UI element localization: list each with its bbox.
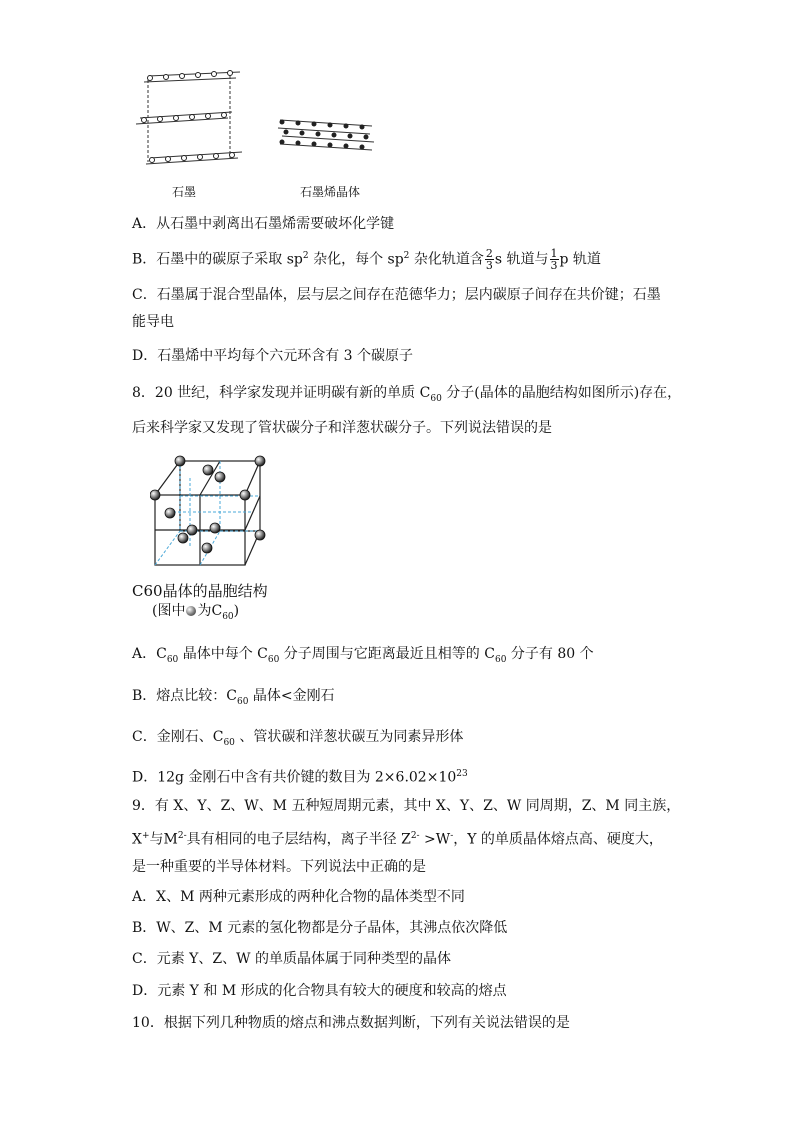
graphite-figure [130,66,390,196]
q8-option-c: C．金刚石、$C_{60}$ 、管状碳和洋葱状碳互为同素异形体 [132,729,464,748]
c60-unit-cell-figure [150,455,280,575]
fraction-one-third: $\frac{1}{3}$ [550,247,558,273]
graphite-caption: 石墨 [172,185,197,199]
q7-option-c-line1: C．石墨属于混合型晶体，层与层之间存在范德华力；层内碳原子间存在共价键；石墨 [132,287,661,303]
q9-option-b: B．W、Z、M 元素的氢化物都是分子晶体，其沸点依次降低 [132,920,508,936]
q9-stem-line3: 是一种重要的半导体材料。下列说法中正确的是 [132,859,426,875]
graphene-caption: 石墨烯晶体 [300,185,361,199]
q10-stem: 10．根据下列几种物质的熔点和沸点数据判断，下列有关说法错误的是 [132,1015,570,1031]
q9-stem-line1: 9．有 X、Y、Z、W、M 五种短周期元素，其中 X、Y、Z、W 同周期，Z、M 同主族， [132,798,681,814]
q8-option-d: D．12g 金刚石中含有共价键的数目为 $2\times 6.02\times 10^{23}$ [132,769,468,786]
q8-stem-line2: 后来科学家又发现了管状碳分子和洋葱状碳分子。下列说法错误的是 [132,420,552,436]
q7-option-d: D．石墨烯中平均每个六元环含有 3 个碳原子 [132,348,414,364]
q9-option-d: D．元素 Y 和 M 形成的化合物具有较大的硬度和较高的熔点 [132,983,507,999]
q9-option-a: A．X、M 两种元素形成的两种化合物的晶体类型不同 [132,889,465,905]
q7-option-b: B．石墨中的碳原子采取 $sp^2$ 杂化，每个 $sp^2$ 杂化轨道含 $\frac{2}{3}$ s 轨道与 $\frac{1}{3}$ p 轨道 [132,247,601,273]
c60-caption-line2: (图中 为$C_{60}$) [152,603,240,622]
q8-option-a: A．$C_{60}$ 晶体中每个 $C_{60}$ 分子周围与它距离最近且相等的 $C_{60}$ 分子有 80 个 [132,646,594,665]
q9-option-c: C．元素 Y、Z、W 的单质晶体属于同种类型的晶体 [132,951,451,967]
q8-option-b: B．熔点比较：$C_{60}$ 晶体<金刚石 [132,688,335,707]
c60-caption-line1: C60晶体的晶胞结构 [132,582,268,600]
q8-stem-line1: 8．20 世纪，科学家发现并证明碳有新的单质 $C_{60}$ 分子(晶体的晶胞结构如图所示)存在， [132,385,682,404]
fraction-two-thirds: $\frac{2}{3}$ [485,247,493,273]
q9-stem-line2: X+与$M^{2-}$具有相同的电子层结构，离子半径 $Z^{2-} >W^-$，Y 的单质晶体熔点高、硬度大， [132,831,663,848]
c60-ball-icon [186,606,196,616]
q7-option-a: A．从石墨中剥离出石墨烯需要破坏化学键 [132,216,395,232]
q7-option-c-line2: 能导电 [132,314,174,330]
